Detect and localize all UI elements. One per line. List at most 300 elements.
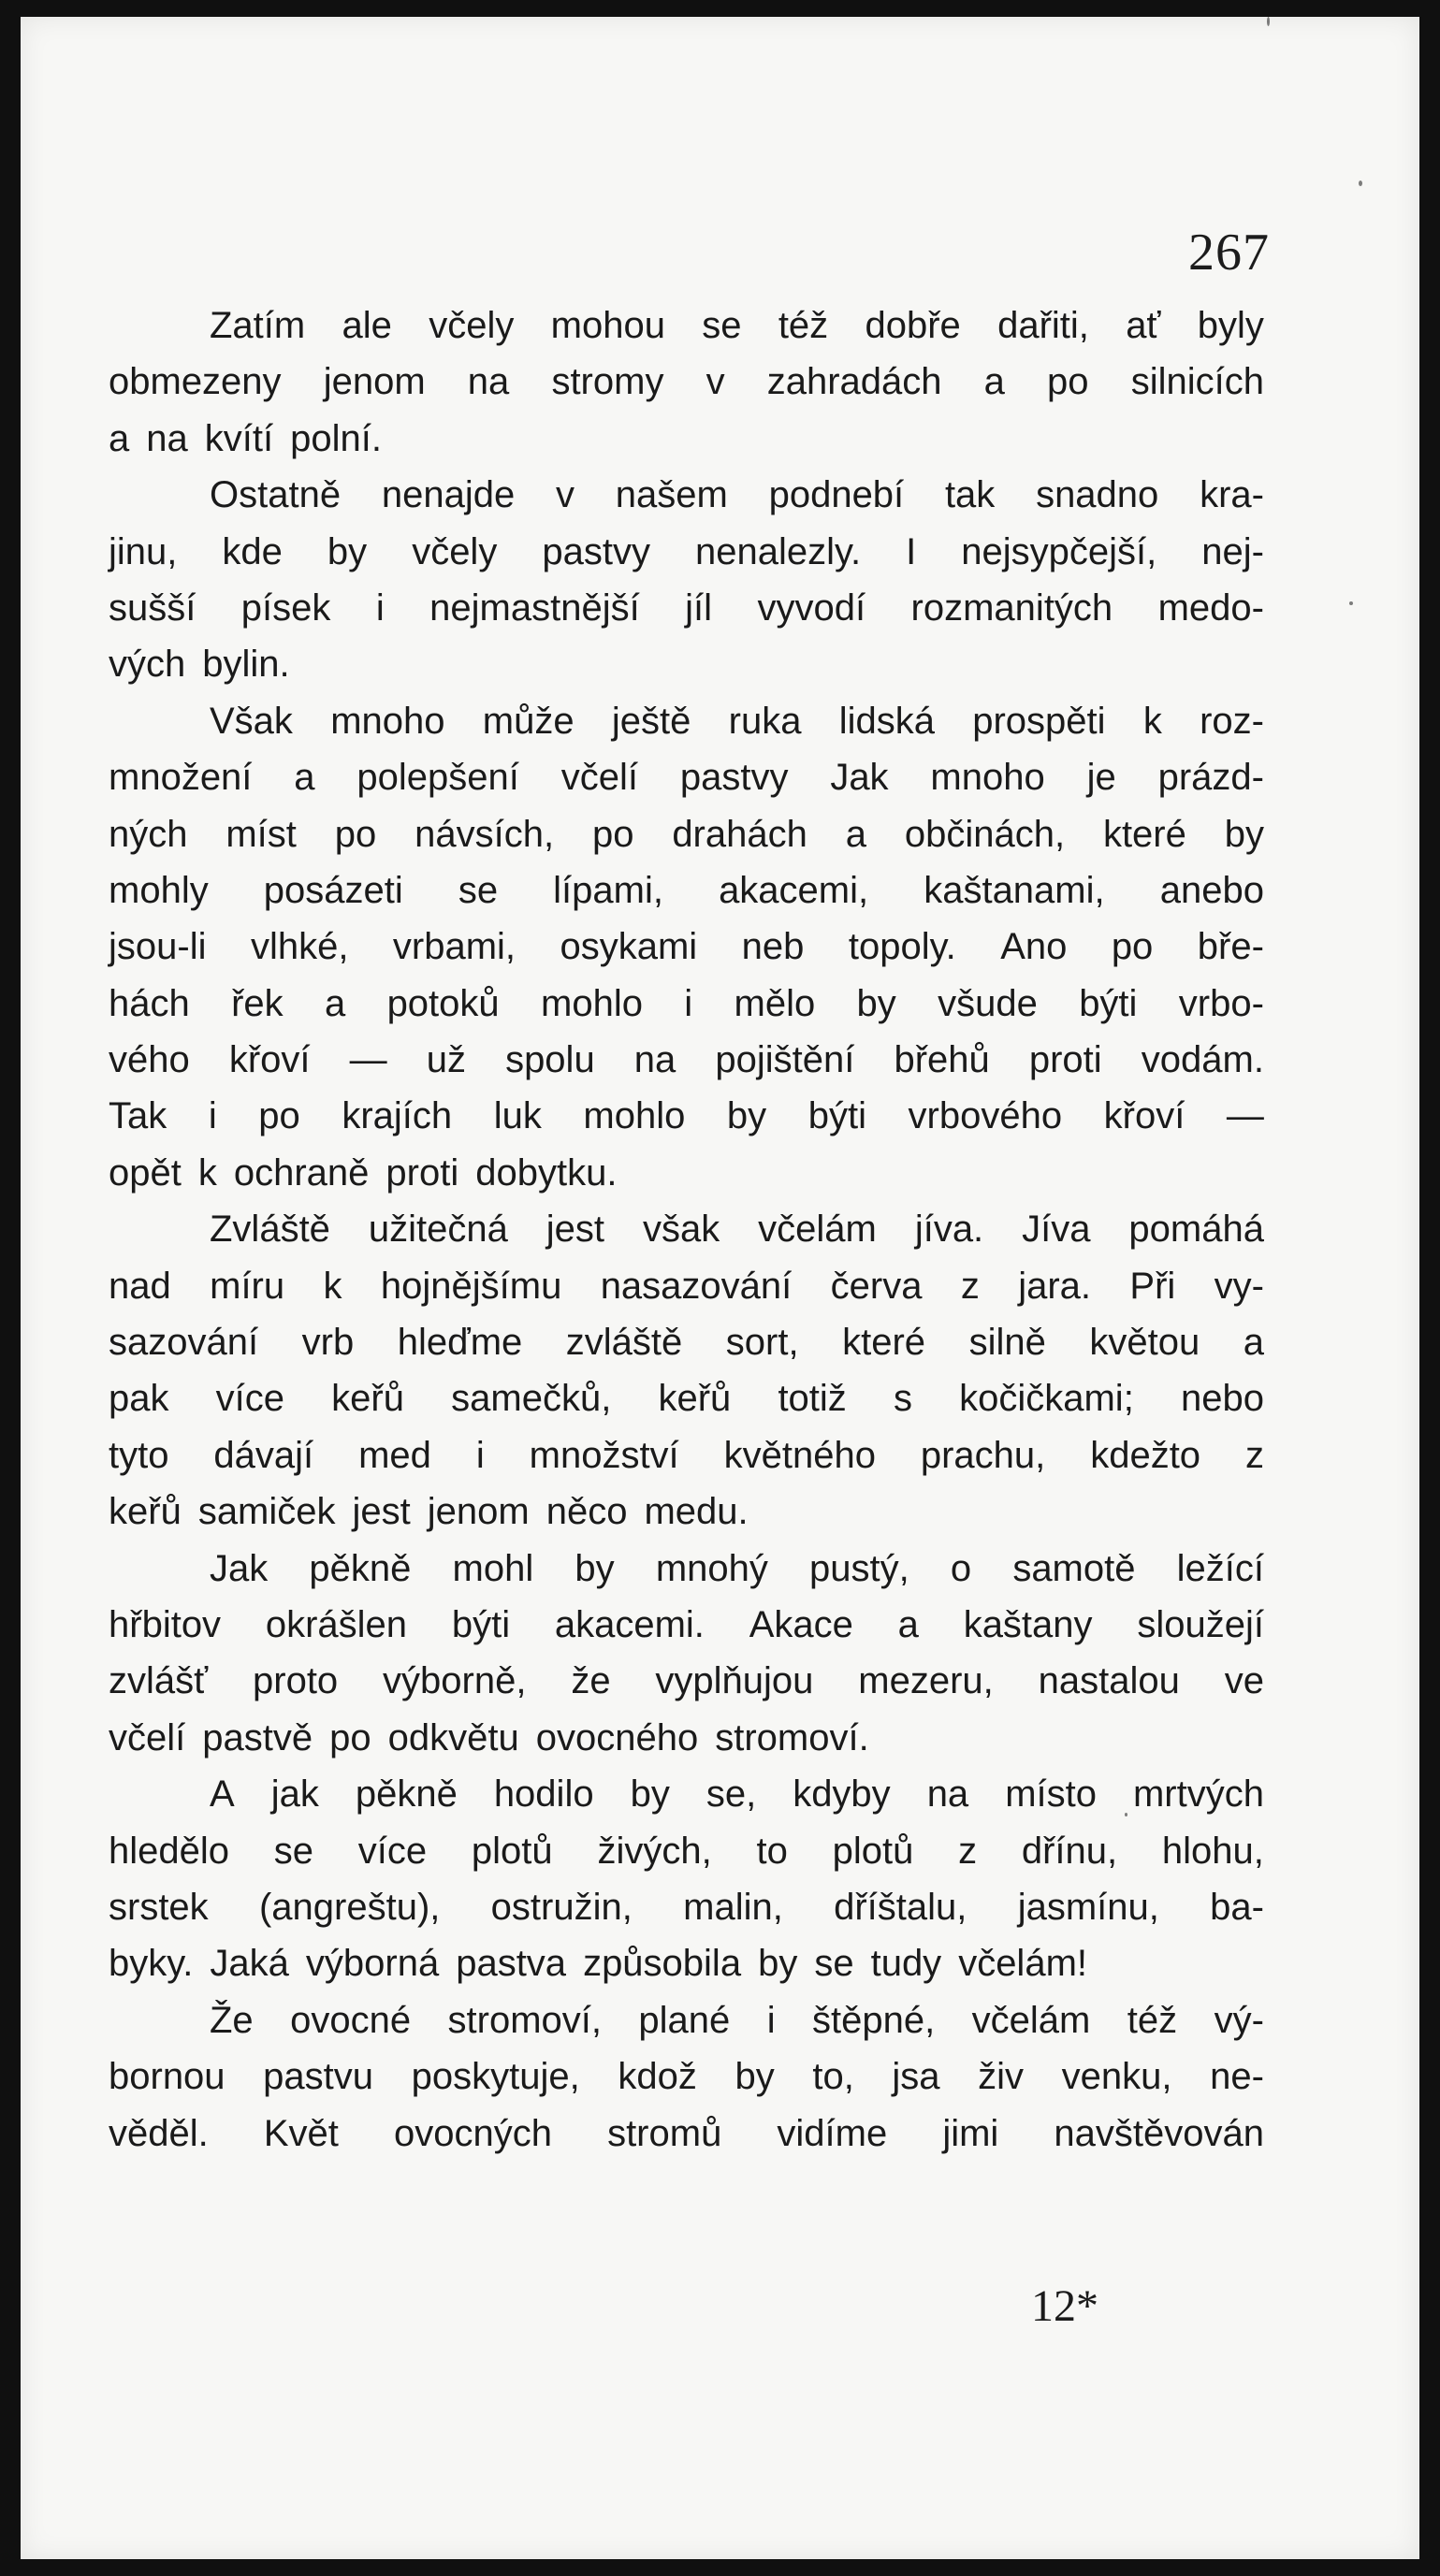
word: po — [1111, 926, 1154, 968]
text-line — [109, 1823, 1264, 1879]
word: luk — [493, 1095, 542, 1137]
word: a — [109, 417, 130, 459]
word: hlohu, — [1161, 1830, 1264, 1872]
word: ostružin, — [490, 1886, 633, 1928]
word: keřů — [658, 1378, 732, 1420]
word: kra- — [1200, 474, 1264, 516]
word: dřínu, — [1021, 1830, 1118, 1872]
text-line — [109, 862, 1264, 919]
word: podnebí — [768, 474, 905, 516]
word: nenalezly. — [694, 530, 862, 572]
word: plané — [638, 1999, 731, 2041]
word: dobytku. — [475, 1151, 618, 1194]
word: pomáhá — [1128, 1208, 1264, 1251]
word: prázd- — [1157, 757, 1264, 799]
word: venku, — [1061, 2056, 1172, 2098]
word: z — [958, 1830, 978, 1872]
word: pak — [109, 1378, 169, 1420]
word: jasmínu, — [1017, 1886, 1159, 1928]
word: bornou — [109, 2056, 225, 2098]
word: samotě — [1012, 1547, 1136, 1589]
word: i — [375, 586, 385, 629]
word: včelám — [758, 1208, 877, 1251]
word: mezeru, — [858, 1660, 994, 1702]
word: ovocných — [393, 2112, 552, 2154]
text-line — [109, 1710, 1264, 1766]
word: že — [571, 1660, 611, 1702]
word: včelám! — [958, 1943, 1087, 1985]
text-line — [109, 1032, 1264, 1088]
word: opět — [109, 1151, 182, 1194]
word: břehů — [894, 1039, 990, 1081]
word: též — [778, 305, 829, 346]
word: dařiti, — [997, 305, 1089, 346]
word: samiček — [197, 1491, 336, 1533]
text-line — [109, 2106, 1264, 2162]
word: mohou — [550, 305, 665, 346]
word: může — [482, 700, 575, 742]
word: též — [1127, 1999, 1178, 2041]
word: medo- — [1157, 586, 1264, 629]
word: po — [258, 1095, 300, 1137]
word: sort, — [725, 1322, 799, 1364]
word: míst — [225, 813, 297, 855]
word: býti — [451, 1603, 511, 1645]
word: snadno — [1036, 474, 1159, 516]
word: kočičkami; — [959, 1378, 1134, 1420]
word: malin, — [683, 1886, 783, 1928]
word: křoví — [1103, 1095, 1185, 1137]
text-line — [109, 806, 1264, 862]
word: tyto — [109, 1434, 169, 1476]
word: jíva. — [914, 1208, 984, 1251]
word: prospěti — [972, 700, 1106, 742]
word: tudy — [870, 1943, 942, 1985]
word: akacemi, — [719, 869, 869, 911]
text-line — [109, 1653, 1264, 1709]
word: kvítí — [204, 417, 274, 459]
word: ještě — [611, 700, 691, 742]
word: živ — [978, 2056, 1025, 2098]
word: byky. — [109, 1943, 194, 1985]
word: ovocného — [535, 1716, 699, 1758]
word: by — [327, 530, 368, 572]
word: polepšení — [356, 757, 519, 799]
word: tak — [944, 474, 996, 516]
scan-speck — [1267, 17, 1270, 26]
word: Zvláště — [210, 1208, 330, 1251]
word: i — [475, 1434, 485, 1476]
text-line — [109, 1145, 1264, 1201]
word: ať — [1126, 305, 1161, 346]
word: hojnějšímu — [380, 1265, 562, 1307]
word: jest — [352, 1491, 411, 1533]
word: i — [766, 1999, 776, 2041]
word: sušší — [109, 586, 196, 629]
word: spolu — [505, 1039, 595, 1081]
word: Ostatně — [210, 474, 342, 516]
word: — — [349, 1039, 387, 1081]
word: červa — [830, 1265, 923, 1307]
word: by — [1224, 813, 1264, 855]
text-line — [109, 919, 1264, 975]
word: kdyby — [793, 1773, 891, 1816]
word: s — [893, 1378, 912, 1420]
word: stromy — [551, 361, 664, 403]
text-line — [109, 2048, 1264, 2105]
word: býti — [1079, 982, 1138, 1024]
text-line — [109, 693, 1264, 749]
word: z — [1244, 1434, 1264, 1476]
word: něco — [545, 1491, 628, 1533]
word: jest — [545, 1208, 605, 1251]
word: se, — [705, 1773, 757, 1816]
word: se — [702, 305, 742, 346]
word: v — [705, 361, 725, 403]
scan-speck — [1125, 1813, 1127, 1816]
word: o — [950, 1547, 972, 1589]
word: výborně, — [383, 1660, 527, 1702]
word: pastva — [456, 1943, 567, 1985]
word: vých — [109, 644, 186, 686]
word: pěkně — [309, 1547, 412, 1589]
word: krajích — [342, 1095, 453, 1137]
word: míru — [210, 1265, 285, 1307]
word: Že — [210, 1999, 254, 2041]
word: jak — [270, 1773, 319, 1816]
word: na — [926, 1773, 969, 1816]
word: užitečná — [368, 1208, 508, 1251]
word: kaštany — [963, 1603, 1093, 1645]
word: obmezeny — [109, 361, 282, 403]
word: řek — [231, 982, 284, 1024]
word: polní. — [290, 417, 382, 459]
word: vrb — [301, 1322, 355, 1364]
word: více — [357, 1830, 428, 1872]
word: Jak — [210, 1547, 269, 1589]
word: totiž — [778, 1378, 847, 1420]
word: jimi — [942, 2112, 999, 2154]
word: mnoho — [930, 757, 1045, 799]
word: po — [334, 813, 377, 855]
word: jenom — [323, 361, 426, 403]
word: a — [897, 1603, 919, 1645]
word: proti — [385, 1151, 459, 1194]
text-line — [109, 1088, 1264, 1144]
word: zvlášť — [109, 1660, 209, 1702]
word: vrbo- — [1178, 982, 1264, 1024]
book-page — [21, 17, 1419, 2559]
word: kaštanami, — [924, 869, 1105, 911]
word: by — [726, 1095, 767, 1137]
word: jara. — [1018, 1265, 1092, 1307]
word: nejmastnější — [429, 586, 640, 629]
scan-speck — [1349, 601, 1353, 605]
word: více — [215, 1378, 285, 1420]
word: mohlo — [541, 982, 643, 1024]
word: stromoví. — [715, 1716, 869, 1758]
word: už — [426, 1039, 466, 1081]
word: proto — [253, 1660, 339, 1702]
text-line — [109, 976, 1264, 1032]
word: Při — [1129, 1265, 1176, 1307]
word: A — [210, 1773, 235, 1816]
word: z — [960, 1265, 980, 1307]
word: anebo — [1159, 869, 1264, 911]
text-line — [109, 636, 1264, 692]
word: na — [467, 361, 510, 403]
word: hledělo — [109, 1830, 230, 1872]
page-number: 267 — [1188, 224, 1270, 282]
word: ale — [342, 305, 392, 346]
word: vidíme — [777, 2112, 888, 2154]
word: zahradách — [766, 361, 942, 403]
word: včely — [412, 530, 498, 572]
word: srstek — [109, 1886, 209, 1928]
word: mohl — [452, 1547, 534, 1589]
word: stromů — [607, 2112, 722, 2154]
word: našem — [615, 474, 728, 516]
text-line — [109, 524, 1264, 580]
word: Květ — [263, 2112, 339, 2154]
word: Jaká — [210, 1943, 289, 1985]
word: dávají — [213, 1434, 314, 1476]
word: nastalou — [1038, 1660, 1180, 1702]
word: pastvě — [202, 1716, 313, 1758]
word: jsou-li — [109, 926, 207, 968]
word: po — [329, 1716, 371, 1758]
word: je — [1086, 757, 1116, 799]
word: včely — [429, 305, 515, 346]
word: Akace — [749, 1603, 853, 1645]
word: pustý, — [809, 1547, 909, 1589]
word: prachu, — [920, 1434, 1046, 1476]
word: to, — [812, 2056, 854, 2098]
word: k — [1142, 700, 1162, 742]
scan-speck — [1359, 181, 1362, 186]
word: po — [591, 813, 634, 855]
word: i — [684, 982, 693, 1024]
word: ve — [1224, 1660, 1264, 1702]
word: býti — [807, 1095, 866, 1137]
word: návsích, — [415, 813, 555, 855]
word: drahách — [672, 813, 807, 855]
word: Ano — [1000, 926, 1068, 968]
word: v — [555, 474, 575, 516]
word: Však — [210, 700, 293, 742]
word: mělo — [734, 982, 816, 1024]
word: všude — [938, 982, 1038, 1024]
word: nad — [109, 1265, 171, 1307]
word: okrášlen — [265, 1603, 408, 1645]
word: množení — [109, 757, 253, 799]
word: květou — [1089, 1322, 1200, 1364]
text-line — [109, 1935, 1264, 1991]
text-line — [109, 411, 1264, 467]
word: mohly — [109, 869, 209, 911]
word: mohlo — [583, 1095, 686, 1137]
word: jíl — [685, 586, 713, 629]
word: však — [642, 1208, 720, 1251]
word: hách — [109, 982, 190, 1024]
word: místo — [1005, 1773, 1097, 1816]
word: (angreštu), — [258, 1886, 441, 1928]
word: nejsypčejší, — [961, 530, 1157, 572]
word: a — [324, 982, 346, 1024]
word: Zatím — [210, 305, 306, 346]
word: kde — [222, 530, 283, 572]
word: vyplňujou — [655, 1660, 814, 1702]
word: ba- — [1210, 1886, 1264, 1928]
body-text — [109, 297, 1264, 2162]
word: silně — [968, 1322, 1046, 1364]
word: jenom — [427, 1491, 530, 1533]
word: vodám. — [1141, 1039, 1264, 1081]
word: ochraně — [233, 1151, 370, 1194]
word: vého — [109, 1039, 190, 1081]
word: hřbitov — [109, 1603, 222, 1645]
word: keřů — [109, 1491, 182, 1533]
word: a — [983, 361, 1005, 403]
word: které — [842, 1322, 926, 1364]
word: bylin. — [202, 644, 290, 686]
word: rozmanitých — [910, 586, 1113, 629]
word: kdežto — [1090, 1434, 1201, 1476]
word: roz- — [1200, 700, 1264, 742]
word: včelí — [560, 757, 638, 799]
word: občinách, — [904, 813, 1066, 855]
word: k — [197, 1151, 217, 1194]
word: mnoho — [330, 700, 445, 742]
word: výborná — [305, 1943, 440, 1985]
text-line — [109, 354, 1264, 410]
word: jinu, — [109, 530, 178, 572]
word: a — [294, 757, 315, 799]
word: potoků — [386, 982, 500, 1024]
word: písek — [240, 586, 331, 629]
word: dříštalu, — [834, 1886, 967, 1928]
word: samečků, — [451, 1378, 612, 1420]
word: poskytuje, — [411, 2056, 580, 2098]
word: ovocné — [290, 1999, 412, 2041]
word: bře- — [1197, 926, 1264, 968]
word: sloužejí — [1137, 1603, 1264, 1645]
word: živých, — [597, 1830, 712, 1872]
word: lípami, — [553, 869, 663, 911]
word: kdož — [618, 2056, 697, 2098]
word: keřů — [331, 1378, 404, 1420]
word: pastvu — [263, 2056, 374, 2098]
word: květného — [723, 1434, 876, 1476]
word: včelám — [971, 1999, 1091, 2041]
word: nasazování — [600, 1265, 793, 1307]
word: Tak — [109, 1095, 167, 1137]
word: topoly. — [848, 926, 956, 968]
word: vrbami, — [392, 926, 516, 968]
signature-mark: 12* — [1031, 2281, 1098, 2331]
text-line — [109, 1541, 1264, 1597]
word: zvláště — [565, 1322, 683, 1364]
word: plotů — [832, 1830, 914, 1872]
word: osykami — [560, 926, 698, 968]
word: vy- — [1214, 1265, 1264, 1307]
word: i — [208, 1095, 217, 1137]
word: proti — [1028, 1039, 1102, 1081]
word: štěpné, — [812, 1999, 936, 2041]
word: by — [630, 1773, 670, 1816]
text-line — [109, 1427, 1264, 1483]
word: by — [856, 982, 896, 1024]
word: nej- — [1201, 530, 1264, 572]
word: jsa — [892, 2056, 940, 2098]
text-line — [109, 1597, 1264, 1653]
word: které — [1102, 813, 1186, 855]
word: vý- — [1214, 1999, 1264, 2041]
word: stromoví, — [447, 1999, 602, 2041]
word: pojištění — [715, 1039, 855, 1081]
word: nebo — [1180, 1378, 1264, 1420]
word: by — [735, 2056, 775, 2098]
word: se — [458, 869, 499, 911]
word: I — [906, 530, 917, 572]
word: a — [845, 813, 866, 855]
word: množství — [529, 1434, 679, 1476]
text-line — [109, 297, 1264, 354]
text-line — [109, 1483, 1264, 1540]
text-line — [109, 1370, 1264, 1426]
text-line — [109, 749, 1264, 805]
word: po — [1047, 361, 1089, 403]
word: neb — [741, 926, 805, 968]
word: med — [358, 1434, 431, 1476]
text-line — [109, 1766, 1264, 1822]
word: pěkně — [355, 1773, 458, 1816]
word: ných — [109, 813, 188, 855]
word: Jak — [830, 757, 889, 799]
word: na — [146, 417, 188, 459]
word: medu. — [644, 1491, 749, 1533]
text-line — [109, 1879, 1264, 1935]
word: mrtvých — [1132, 1773, 1264, 1816]
word: k — [323, 1265, 342, 1307]
word: pastvy — [679, 757, 789, 799]
word: vrbového — [908, 1095, 1063, 1137]
text-line — [109, 580, 1264, 636]
word: hodilo — [493, 1773, 594, 1816]
word: se — [814, 1943, 854, 1985]
word: posázeti — [263, 869, 403, 911]
word: způsobila — [583, 1943, 742, 1985]
word: mnohý — [655, 1547, 768, 1589]
word: vyvodí — [757, 586, 866, 629]
word: křoví — [228, 1039, 311, 1081]
word: hleďme — [397, 1322, 523, 1364]
word: akacemi. — [554, 1603, 705, 1645]
word: Jíva — [1022, 1208, 1091, 1251]
word: byly — [1197, 305, 1264, 346]
word: vlhké, — [250, 926, 349, 968]
word: navštěvován — [1054, 2112, 1264, 2154]
word: plotů — [471, 1830, 553, 1872]
text-line — [109, 467, 1264, 523]
word: odkvětu — [387, 1716, 519, 1758]
text-line — [109, 1258, 1264, 1314]
word: včelí — [109, 1716, 186, 1758]
word: dobře — [865, 305, 961, 346]
word: ležící — [1176, 1547, 1264, 1589]
word: a — [1243, 1322, 1264, 1364]
text-line — [109, 1201, 1264, 1257]
